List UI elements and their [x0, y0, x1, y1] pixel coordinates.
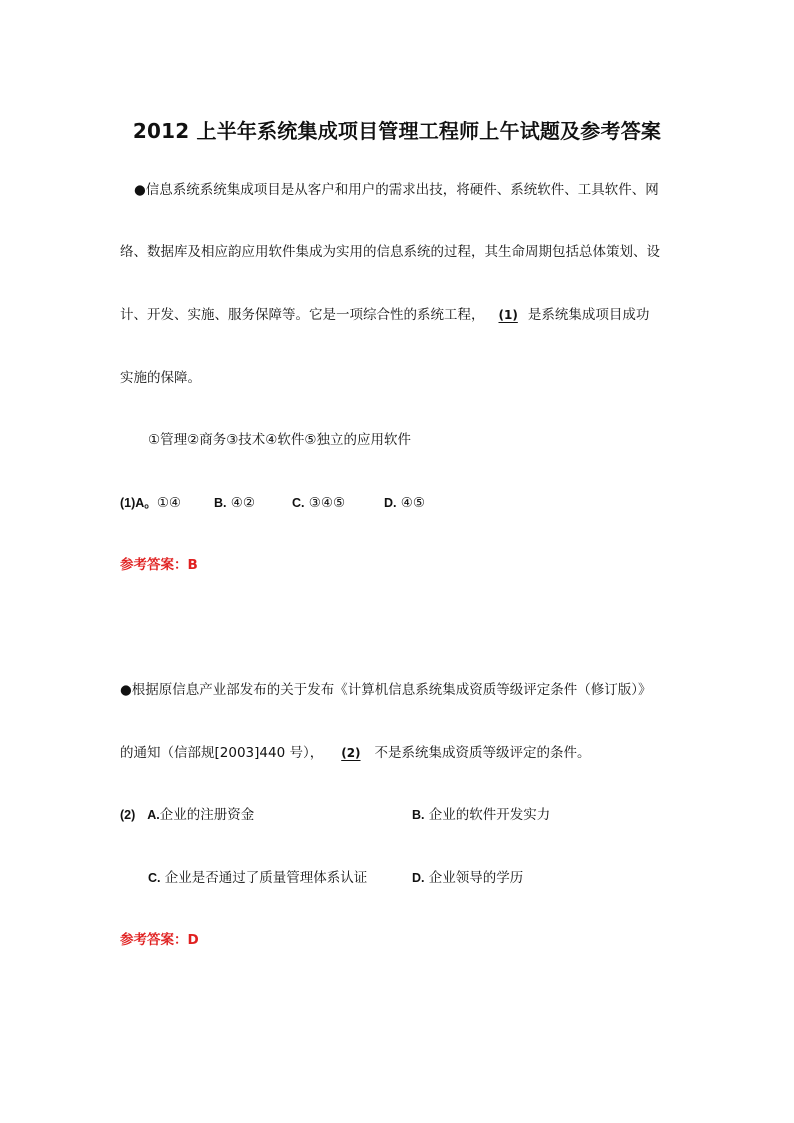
q1-blank: (1) — [498, 308, 518, 322]
q2-blank: (2) — [341, 746, 361, 760]
q1-options — [120, 493, 680, 513]
q2-option-d: D. 企业领导的学历 — [412, 870, 524, 886]
q2-stem-text-2b: 不是系统集成资质等级评定的条件。 — [374, 745, 591, 761]
q1-stem-line-2 — [120, 242, 680, 262]
q1-stem-text-3a: 计、开发、实施、服务保障等。它是一项综合性的系统工程， — [120, 307, 485, 323]
q1-stem-text-4: 实施的保障。 — [120, 370, 201, 386]
q1-option-c: C. ③④⑤ — [292, 495, 346, 511]
q1-stem-line-1 — [120, 180, 680, 200]
q1-items-text: ①管理②商务③技术④软件⑤独立的应用软件 — [148, 432, 412, 448]
document-title: 2012 上半年系统集成项目管理工程师上午试题及参考答案 — [132, 119, 662, 143]
q2-stem-line-1 — [120, 680, 680, 700]
q1-stem-line-3 — [120, 305, 680, 325]
q1-option-a: (1)A。①④ — [120, 495, 182, 511]
q1-stem-text-1: ●信息系统系统集成项目是从客户和用户的需求出技，将硬件、系统软件、工具软件、网 — [134, 182, 659, 198]
q2-answer: 参考答案：D — [120, 932, 199, 948]
q2-stem-text-1: ●根据原信息产业部发布的关于发布《计算机信息系统集成资质等级评定条件（修订版）》 — [120, 682, 652, 698]
q1-answer: 参考答案：B — [120, 557, 198, 573]
q2-number: (2) — [120, 808, 136, 822]
q1-stem-text-2: 络、数据库及相应韵应用软件集成为实用的信息系统的过程，其生命周期包括总体策划、设 — [120, 244, 660, 260]
q1-option-b: B. ④② — [214, 495, 256, 511]
q2-stem-text-2a: 的通知（信部规[2003]440 号）， — [120, 745, 324, 761]
q1-stem-line-4 — [120, 368, 680, 388]
q2-options-row-1 — [120, 805, 680, 825]
q2-options-row-2 — [148, 868, 708, 888]
q2-option-b: B. 企业的软件开发实力 — [412, 807, 551, 823]
q2-stem-line-2 — [120, 743, 680, 763]
q1-items — [148, 430, 708, 450]
q1-stem-text-3b: 是系统集成项目成功 — [527, 307, 650, 323]
q2-option-c: C. 企业是否通过了质量管理体系认证 — [148, 870, 368, 886]
q2-option-a: (2) A.企业的注册资金 — [120, 807, 255, 823]
q1-option-d: D. ④⑤ — [384, 495, 426, 511]
